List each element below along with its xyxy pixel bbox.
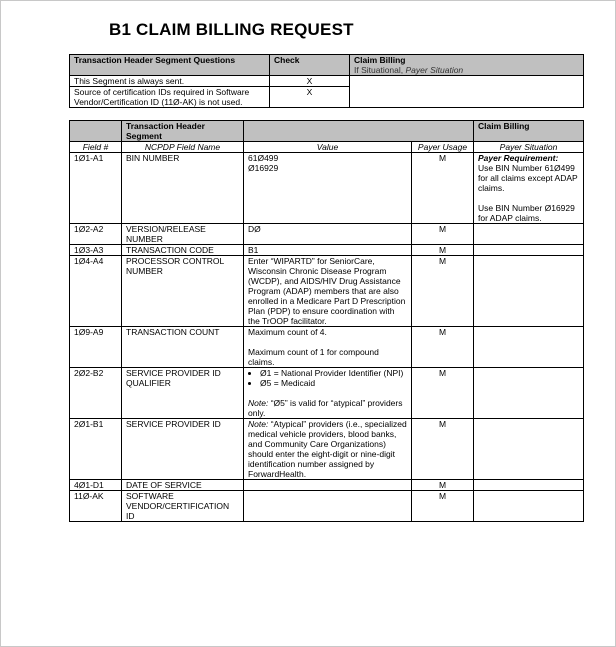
table-row <box>70 491 584 522</box>
field-value <box>244 491 412 522</box>
col-value: Value <box>244 142 412 153</box>
field-number: 2Ø2-B2 <box>70 368 122 419</box>
field-value: Enter “WIPARTD” for SeniorCare, Wisconsin Chronic Disease Program (WCDP), and AIDS/HIV Drug Assistance Program (ADAP) members that are also enrolled in a Medicare Part D Prescription Plan (PDP) to ensure coordination with the TrOOP facilitator. <box>244 256 412 327</box>
payer-situation <box>474 327 584 368</box>
field-number: 2Ø1-B1 <box>70 419 122 480</box>
question-cell: This Segment is always sent. <box>70 76 270 87</box>
table-row <box>70 153 584 224</box>
field-value <box>244 327 412 368</box>
payer-situation <box>474 419 584 480</box>
field-number: 1Ø1-A1 <box>70 153 122 224</box>
note-text <box>248 398 407 418</box>
note-text <box>248 419 407 479</box>
field-name: SERVICE PROVIDER ID <box>122 419 244 480</box>
claim-billing-header <box>350 55 584 76</box>
field-number: 1Ø4-A4 <box>70 256 122 327</box>
note-label: Note: <box>248 398 269 408</box>
payer-usage: M <box>412 368 474 419</box>
qualifier-list <box>248 368 407 388</box>
segment-header: Transaction Header Segment <box>122 121 244 142</box>
subtitle-italic: Payer Situation <box>405 65 464 75</box>
check-header: Check <box>270 55 350 76</box>
question-cell: Source of certification IDs required in Software Vendor/Certification ID (11Ø-AK) is not used. <box>70 87 270 108</box>
check-cell: X <box>270 76 350 87</box>
field-value <box>244 153 412 224</box>
situation-label: Payer Requirement: <box>478 153 559 163</box>
field-value <box>244 480 412 491</box>
check-cell: X <box>270 87 350 108</box>
field-number: 1Ø3-A3 <box>70 245 122 256</box>
field-name: PROCESSOR CONTROL NUMBER <box>122 256 244 327</box>
value-line: Ø16929 <box>248 163 279 173</box>
payer-usage: M <box>412 491 474 522</box>
field-value <box>244 419 412 480</box>
payer-situation <box>474 480 584 491</box>
payer-situation <box>474 491 584 522</box>
value-line: Maximum count of 1 for compound claims. <box>248 347 379 367</box>
field-value <box>244 368 412 419</box>
field-name: TRANSACTION COUNT <box>122 327 244 368</box>
payer-usage: M <box>412 256 474 327</box>
value-line: Maximum count of 4. <box>248 327 327 337</box>
payer-usage: M <box>412 153 474 224</box>
table-row <box>70 224 584 245</box>
list-item: • Ø5 = Medicaid <box>260 378 407 388</box>
situation-text: Use BIN Number Ø16929 for ADAP claims. <box>478 203 575 223</box>
claim-billing-subtitle <box>354 65 579 75</box>
fields-header-row <box>70 121 584 142</box>
field-number: 1Ø2-A2 <box>70 224 122 245</box>
field-number: 11Ø-AK <box>70 491 122 522</box>
payer-situation <box>474 245 584 256</box>
payer-situation <box>474 153 584 224</box>
blank-header <box>70 121 122 142</box>
col-usage: Payer Usage <box>412 142 474 153</box>
list-item: • Ø1 = National Provider Identifier (NPI) <box>260 368 407 378</box>
segment-row <box>70 76 584 87</box>
fields-table <box>69 120 584 522</box>
payer-situation <box>474 224 584 245</box>
field-name: TRANSACTION CODE <box>122 245 244 256</box>
table-row <box>70 419 584 480</box>
table-row <box>70 480 584 491</box>
field-name: VERSION/RELEASE NUMBER <box>122 224 244 245</box>
table-row <box>70 327 584 368</box>
table-row <box>70 245 584 256</box>
payer-usage: M <box>412 327 474 368</box>
field-value: B1 <box>244 245 412 256</box>
field-number: 4Ø1-D1 <box>70 480 122 491</box>
field-name: BIN NUMBER <box>122 153 244 224</box>
segment-questions-table <box>69 54 584 108</box>
col-situation: Payer Situation <box>474 142 584 153</box>
empty-cell <box>350 76 584 108</box>
note-body: “Ø5” is valid for “atypical” providers only. <box>248 398 403 418</box>
payer-usage: M <box>412 480 474 491</box>
blank-header <box>244 121 474 142</box>
page-title: B1 CLAIM BILLING REQUEST <box>109 20 354 39</box>
col-field: Field # <box>70 142 122 153</box>
payer-situation <box>474 368 584 419</box>
situation-text: Use BIN Number 61Ø499 for all claims except ADAP claims. <box>478 163 578 193</box>
payer-usage: M <box>412 245 474 256</box>
table-row <box>70 256 584 327</box>
field-value: DØ <box>244 224 412 245</box>
note-label: Note: <box>248 419 269 429</box>
field-name: SOFTWARE VENDOR/CERTIFICATION ID <box>122 491 244 522</box>
claim-billing-header: Claim Billing <box>474 121 584 142</box>
payer-usage: M <box>412 224 474 245</box>
questions-header: Transaction Header Segment Questions <box>70 55 270 76</box>
col-name: NCPDP Field Name <box>122 142 244 153</box>
table-row <box>70 368 584 419</box>
payer-situation <box>474 256 584 327</box>
note-body: “Atypical” providers (i.e., specialized medical vehicle providers, blood banks, and Community Care Organizations) should enter the eight-digit or nine-digit identification number assigned by ForwardHealth. <box>248 419 407 479</box>
field-number: 1Ø9-A9 <box>70 327 122 368</box>
field-name: SERVICE PROVIDER ID QUALIFIER <box>122 368 244 419</box>
column-header-row <box>70 142 584 153</box>
claim-billing-title: Claim Billing <box>354 55 406 65</box>
payer-usage: M <box>412 419 474 480</box>
field-name: DATE OF SERVICE <box>122 480 244 491</box>
value-line: 61Ø499 <box>248 153 279 163</box>
subtitle-prefix: If Situational, <box>354 65 406 75</box>
segment-header-row <box>70 55 584 76</box>
